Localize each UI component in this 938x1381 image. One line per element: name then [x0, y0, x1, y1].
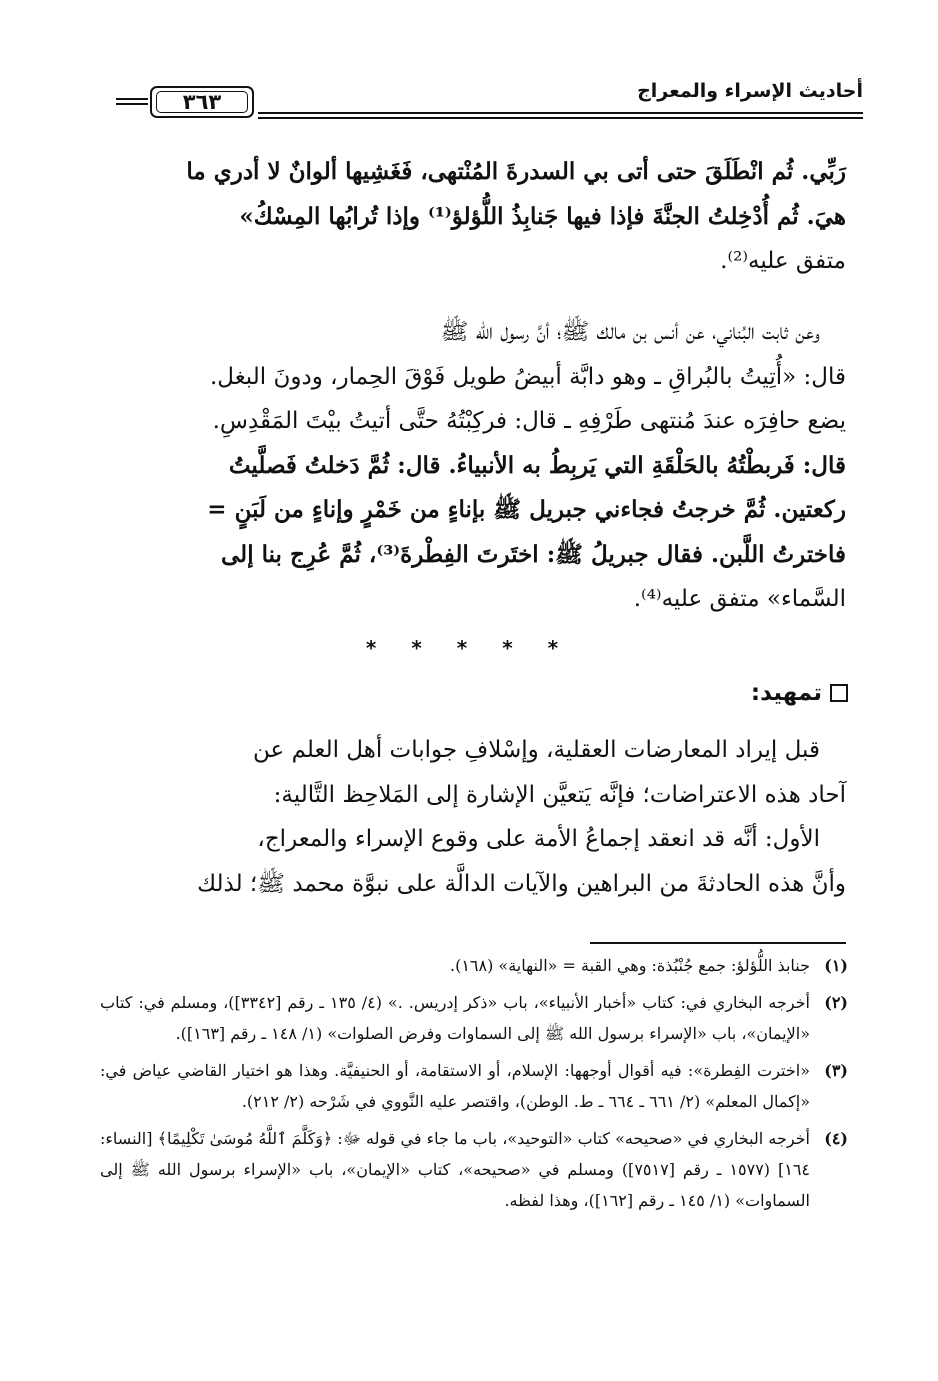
section-separator: * * * * *: [365, 636, 573, 660]
text-line: ركعتين. ثُمَّ خرجتُ فجاءني جبريل ﷺ بإناءٍ من خَمْرٍ وإناءٍ من لَبَنٍ =: [207, 496, 846, 523]
text-line: قبل إيراد المعارضات العقلية، وإسْلافِ جوابات أهل العلم عن: [253, 737, 820, 763]
footnote-number: (٣): [824, 1061, 848, 1080]
text-line: فاخترتُ اللَّبن. فقال جبريلُ ﷺ: اختَرتَ الفِطْرةَ⁽³⁾، ثُمَّ عُرِج بنا إلى: [221, 540, 846, 568]
footnotes: [100, 950, 848, 1222]
text-line: السَّماء» متفق عليه⁽⁴⁾.: [633, 586, 846, 612]
footnote-text: «اخترت الفِطرة»: فيه أقوال أوجهها: الإسلام، أو الاستقامة، أو الحنيفيَّة. وهذا هو اختيار القاضي عياض في: «إكمال المعلم» (٢/ ٦٦١ ـ ٦٦٤ ـ ط. الوطن)، واقتصر عليه النَّووي في شَرْحه (٢/ ٢١٢).: [100, 1061, 810, 1111]
header-rule-left-bottom: [116, 103, 148, 105]
text-line: رَبِّي. ثُم انْطَلَقَ حتى أتى بي السدرةَ المُنْتهى، فَغَشِيها ألوانٌ لا أدري ما: [186, 158, 846, 185]
footnote: [100, 1055, 848, 1117]
hadith-continuation: [88, 150, 846, 284]
footnote: [100, 950, 848, 981]
header-rule-left-top: [116, 98, 148, 100]
header-rule-bottom: [258, 117, 863, 119]
square-bullet-icon: [830, 684, 848, 702]
section-heading-text: تمهيد:: [750, 680, 822, 706]
page-header: [108, 76, 863, 124]
footnote-number: (١): [824, 956, 848, 975]
footnote-number: (٢): [824, 993, 848, 1012]
text-line: وعن ثابت البُناني، عن أنس بن مالك ﷺ؛ أنَّ رسول الله ﷺ: [440, 319, 820, 345]
text-line: هيَ. ثُم أُدْخِلتُ الجنَّةَ فإذا فيها جَنابِذُ اللُّؤلؤ⁽¹⁾ وإذا تُرابُها المِسْكُ»: [239, 202, 846, 230]
hadith-thabit: [88, 310, 846, 622]
text-line: وأنَّ هذه الحادثةَ من البراهين والآيات الدالَّة على نبوَّة محمد ﷺ؛ لذلك: [197, 870, 846, 897]
page-number: [150, 86, 254, 118]
footnote-text: أخرجه البخاري في: كتاب «أخبار الأنبياء»، باب «ذكر إدريس. .» (٤/ ١٣٥ ـ رقم [٣٣٤٢])، ومسلم في: كتاب «الإيمان»، باب «الإسراء برسول الله ﷺ إلى السماوات وفرض الصلوات» (١/ ١٤٨ ـ رقم [١٦٣]).: [100, 993, 810, 1043]
text-line: يضع حافِرَه عندَ مُنتهى طَرْفِهِ ـ قال: فركِبْتُهُ حتَّى أتيتُ بيْتَ المَقْدِسِ.: [212, 408, 846, 434]
footnote: [100, 987, 848, 1049]
footnote: [100, 1123, 848, 1216]
running-title: أحاديث الإسراء والمعراج: [637, 80, 863, 102]
text-line: الأول: أنَّه قد انعقد إجماعُ الأمة على وقوع الإسراء والمعراج،: [257, 826, 820, 852]
text-line: آحاد هذه الاعتراضات؛ فإنَّه يَتعيَّن الإشارة إلى المَلاحِظ التَّالية:: [273, 781, 846, 808]
introduction-text: [88, 728, 846, 906]
text-line: قال: «أُتِيتُ بالبُراقِ ـ وهو دابَّة أبيضُ طويل فَوْقَ الحِمار، ودونَ البغل.: [209, 363, 846, 390]
text-line: قال: فَربطْتُهُ بالحَلْقَةِ التي يَربِطُ به الأنبياءُ. قال: ثُمَّ دَخلتُ فَصلَّيتُ: [228, 451, 846, 479]
footnote-text: جنابذ اللُّؤلؤ: جمع جُنْبُذة: وهي القبة = «النهاية» (١٦٨).: [449, 956, 810, 975]
footnote-text: أخرجه البخاري في «صحيحه» كتاب «التوحيد»، باب ما جاء في قوله ﷻ: ﴿وَكَلَّمَ ٱللَّهُ مُوسَىٰ تَكْلِيمًا﴾ [النساء: ١٦٤] (١٥٧٧ ـ رقم [٧٥١٧]) ومسلم في «صحيحه»، كتاب «الإيمان»، باب «الإسراء برسول الله ﷺ إلى السماوات» (١/ ١٤٥ ـ رقم [١٦٢])، وهذا لفظه.: [100, 1129, 810, 1210]
footnote-number: (٤): [824, 1129, 848, 1148]
section-heading: [751, 680, 848, 706]
header-rule-top: [258, 112, 863, 114]
page-number-text: ٣٦٣: [182, 90, 222, 114]
text-line: متفق عليه⁽²⁾.: [720, 248, 846, 274]
footnote-separator: [590, 942, 846, 944]
